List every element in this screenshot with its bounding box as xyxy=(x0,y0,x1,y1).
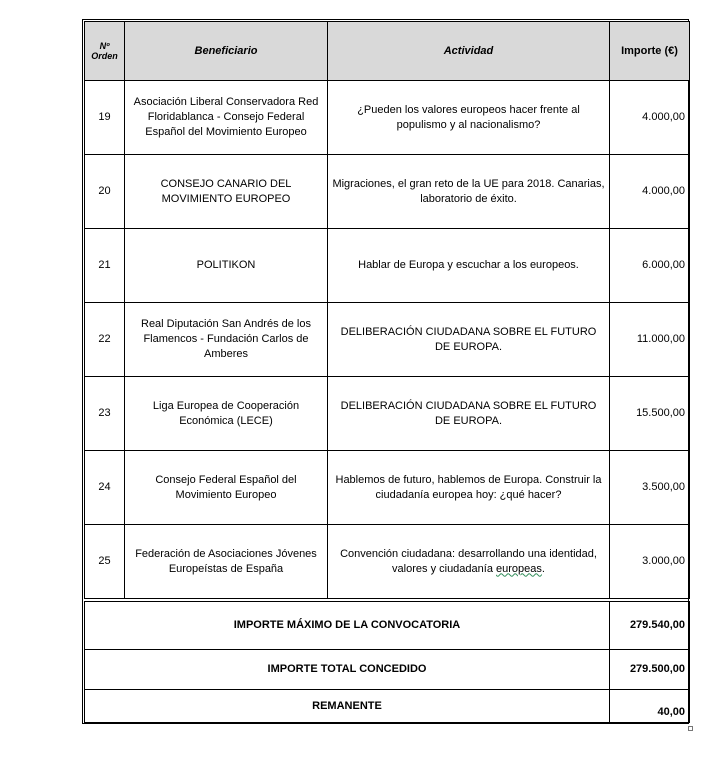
row-number: 22 xyxy=(85,303,125,377)
row-actividad xyxy=(328,525,610,599)
remaining-label: REMANENTE xyxy=(85,690,610,723)
row-beneficiario: Real Diputación San Andrés de los Flamencos - Fundación Carlos de Amberes xyxy=(125,303,328,377)
row-number: 19 xyxy=(85,81,125,155)
row-beneficiario: Liga Europea de Cooperación Económica (LECE) xyxy=(125,377,328,451)
total-granted-label: IMPORTE TOTAL CONCEDIDO xyxy=(85,650,610,690)
row-number: 23 xyxy=(85,377,125,451)
row-beneficiario: Federación de Asociaciones Jóvenes Europeístas de España xyxy=(125,525,328,599)
row-beneficiario: POLITIKON xyxy=(125,229,328,303)
table-row xyxy=(85,525,690,599)
header-orden: Nº Orden xyxy=(85,22,125,81)
header-actividad: Actividad xyxy=(328,22,610,81)
row-number: 20 xyxy=(85,155,125,229)
row-beneficiario: Asociación Liberal Conservadora Red Floridablanca - Consejo Federal Español del Movimiento Europeo xyxy=(125,81,328,155)
total-granted-row xyxy=(85,650,690,690)
remaining-value: 40,00 xyxy=(610,690,690,723)
row-importe: 4.000,00 xyxy=(610,81,690,155)
actividad-period: . xyxy=(541,562,545,575)
row-importe: 4.000,00 xyxy=(610,155,690,229)
row-importe: 6.000,00 xyxy=(610,229,690,303)
row-number: 21 xyxy=(85,229,125,303)
table-row xyxy=(85,303,690,377)
table-row xyxy=(85,451,690,525)
table-header-row xyxy=(85,22,690,81)
actividad-text: Convención ciudadana: desarrollando una identidad, valores y ciudadanía xyxy=(340,547,597,575)
table-row xyxy=(85,229,690,303)
table-row xyxy=(85,81,690,155)
row-number: 25 xyxy=(85,525,125,599)
total-max-label: IMPORTE MÁXIMO DE LA CONVOCATORIA xyxy=(85,602,610,650)
table-row xyxy=(85,155,690,229)
table-resize-handle[interactable] xyxy=(688,726,693,731)
grants-table xyxy=(84,21,690,599)
row-importe: 3.500,00 xyxy=(610,451,690,525)
row-importe: 3.000,00 xyxy=(610,525,690,599)
total-max-row xyxy=(85,602,690,650)
row-beneficiario: Consejo Federal Español del Movimiento Europeo xyxy=(125,451,328,525)
row-importe: 15.500,00 xyxy=(610,377,690,451)
spellcheck-underlined-word: europeas xyxy=(496,562,542,575)
row-beneficiario: CONSEJO CANARIO DEL MOVIMIENTO EUROPEO xyxy=(125,155,328,229)
remaining-row xyxy=(85,690,690,723)
row-actividad: DELIBERACIÓN CIUDADANA SOBRE EL FUTURO DE EUROPA. xyxy=(328,377,610,451)
row-actividad: ¿Pueden los valores europeos hacer frente al populismo y al nacionalismo? xyxy=(328,81,610,155)
row-actividad: DELIBERACIÓN CIUDADANA SOBRE EL FUTURO DE EUROPA. xyxy=(328,303,610,377)
total-granted-value: 279.500,00 xyxy=(610,650,690,690)
header-importe: Importe (€) xyxy=(610,22,690,81)
totals-table xyxy=(84,601,690,723)
row-actividad: Migraciones, el gran reto de la UE para 2018. Canarias, laboratorio de éxito. xyxy=(328,155,610,229)
row-actividad: Hablar de Europa y escuchar a los europeos. xyxy=(328,229,610,303)
row-importe: 11.000,00 xyxy=(610,303,690,377)
row-number: 24 xyxy=(85,451,125,525)
header-beneficiario: Beneficiario xyxy=(125,22,328,81)
total-max-value: 279.540,00 xyxy=(610,602,690,650)
table-row xyxy=(85,377,690,451)
row-actividad: Hablemos de futuro, hablemos de Europa. Construir la ciudadanía europea hoy: ¿qué hacer? xyxy=(328,451,610,525)
